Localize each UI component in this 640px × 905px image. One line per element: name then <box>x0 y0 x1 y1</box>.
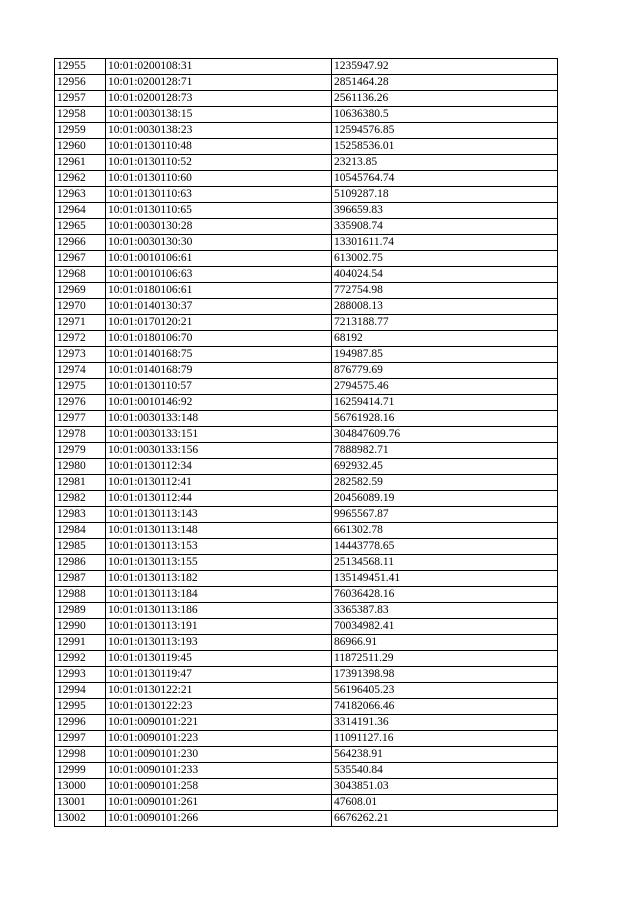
value-cell: 288008.13 <box>332 299 558 315</box>
cadastral-number-cell: 10:01:0030138:15 <box>106 107 332 123</box>
table-row <box>55 699 558 715</box>
value-cell: 86966.91 <box>332 635 558 651</box>
value-cell: 564238.91 <box>332 747 558 763</box>
cadastral-number-cell: 10:01:0090101:223 <box>106 731 332 747</box>
table-row <box>55 731 558 747</box>
cadastral-number-cell: 10:01:0130119:47 <box>106 667 332 683</box>
value-cell: 56761928.16 <box>332 411 558 427</box>
row-number-cell: 12987 <box>55 571 106 587</box>
row-number-cell: 12983 <box>55 507 106 523</box>
row-number-cell: 12964 <box>55 203 106 219</box>
table-row <box>55 123 558 139</box>
value-cell: 3365387.83 <box>332 603 558 619</box>
table-row <box>55 459 558 475</box>
row-number-cell: 12957 <box>55 91 106 107</box>
table-row <box>55 219 558 235</box>
value-cell: 194987.85 <box>332 347 558 363</box>
data-table <box>54 58 558 827</box>
cadastral-number-cell: 10:01:0130113:186 <box>106 603 332 619</box>
cadastral-number-cell: 10:01:0130110:65 <box>106 203 332 219</box>
value-cell: 396659.83 <box>332 203 558 219</box>
row-number-cell: 13000 <box>55 779 106 795</box>
table-row <box>55 395 558 411</box>
row-number-cell: 12999 <box>55 763 106 779</box>
row-number-cell: 12972 <box>55 331 106 347</box>
value-cell: 68192 <box>332 331 558 347</box>
cadastral-number-cell: 10:01:0090101:258 <box>106 779 332 795</box>
value-cell: 7213188.77 <box>332 315 558 331</box>
table-row <box>55 155 558 171</box>
row-number-cell: 13001 <box>55 795 106 811</box>
value-cell: 2794575.46 <box>332 379 558 395</box>
cadastral-number-cell: 10:01:0130113:148 <box>106 523 332 539</box>
value-cell: 25134568.11 <box>332 555 558 571</box>
row-number-cell: 12980 <box>55 459 106 475</box>
row-number-cell: 12981 <box>55 475 106 491</box>
value-cell: 2851464.28 <box>332 75 558 91</box>
value-cell: 613002.75 <box>332 251 558 267</box>
table-row <box>55 59 558 75</box>
table-row <box>55 763 558 779</box>
row-number-cell: 12975 <box>55 379 106 395</box>
row-number-cell: 13002 <box>55 811 106 827</box>
table-row <box>55 379 558 395</box>
value-cell: 5109287.18 <box>332 187 558 203</box>
table-row <box>55 571 558 587</box>
table-row <box>55 427 558 443</box>
cadastral-number-cell: 10:01:0130113:143 <box>106 507 332 523</box>
table-row <box>55 91 558 107</box>
value-cell: 12594576.85 <box>332 123 558 139</box>
table-row <box>55 235 558 251</box>
value-cell: 11872511.29 <box>332 651 558 667</box>
value-cell: 1235947.92 <box>332 59 558 75</box>
table-row <box>55 331 558 347</box>
table-row <box>55 251 558 267</box>
cadastral-number-cell: 10:01:0090101:233 <box>106 763 332 779</box>
cadastral-number-cell: 10:01:0180106:61 <box>106 283 332 299</box>
cadastral-number-cell: 10:01:0090101:261 <box>106 795 332 811</box>
cadastral-number-cell: 10:01:0130112:41 <box>106 475 332 491</box>
row-number-cell: 12960 <box>55 139 106 155</box>
table-row <box>55 107 558 123</box>
cadastral-number-cell: 10:01:0130110:60 <box>106 171 332 187</box>
table-row <box>55 747 558 763</box>
table-row <box>55 635 558 651</box>
row-number-cell: 12969 <box>55 283 106 299</box>
cadastral-number-cell: 10:01:0180106:70 <box>106 331 332 347</box>
table-row <box>55 475 558 491</box>
table-row <box>55 795 558 811</box>
table-row <box>55 603 558 619</box>
row-number-cell: 12998 <box>55 747 106 763</box>
value-cell: 14443778.65 <box>332 539 558 555</box>
row-number-cell: 12988 <box>55 587 106 603</box>
table-row <box>55 555 558 571</box>
table-row <box>55 523 558 539</box>
row-number-cell: 12996 <box>55 715 106 731</box>
cadastral-number-cell: 10:01:0090101:266 <box>106 811 332 827</box>
row-number-cell: 12989 <box>55 603 106 619</box>
cadastral-number-cell: 10:01:0130112:34 <box>106 459 332 475</box>
table-row <box>55 779 558 795</box>
cadastral-number-cell: 10:01:0030130:30 <box>106 235 332 251</box>
table-row <box>55 75 558 91</box>
table-row <box>55 683 558 699</box>
cadastral-number-cell: 10:01:0090101:230 <box>106 747 332 763</box>
cadastral-number-cell: 10:01:0130113:155 <box>106 555 332 571</box>
row-number-cell: 12971 <box>55 315 106 331</box>
row-number-cell: 12974 <box>55 363 106 379</box>
table-row <box>55 283 558 299</box>
cadastral-number-cell: 10:01:0130110:52 <box>106 155 332 171</box>
row-number-cell: 12997 <box>55 731 106 747</box>
row-number-cell: 12961 <box>55 155 106 171</box>
cadastral-number-cell: 10:01:0130113:193 <box>106 635 332 651</box>
value-cell: 11091127.16 <box>332 731 558 747</box>
value-cell: 20456089.19 <box>332 491 558 507</box>
row-number-cell: 12992 <box>55 651 106 667</box>
cadastral-number-cell: 10:01:0200108:31 <box>106 59 332 75</box>
row-number-cell: 12956 <box>55 75 106 91</box>
value-cell: 876779.69 <box>332 363 558 379</box>
table-row <box>55 651 558 667</box>
row-number-cell: 12963 <box>55 187 106 203</box>
row-number-cell: 12966 <box>55 235 106 251</box>
table-row <box>55 715 558 731</box>
row-number-cell: 12973 <box>55 347 106 363</box>
value-cell: 772754.98 <box>332 283 558 299</box>
row-number-cell: 12959 <box>55 123 106 139</box>
row-number-cell: 12967 <box>55 251 106 267</box>
value-cell: 23213.85 <box>332 155 558 171</box>
table-row <box>55 491 558 507</box>
value-cell: 13301611.74 <box>332 235 558 251</box>
cadastral-number-cell: 10:01:0090101:221 <box>106 715 332 731</box>
cadastral-number-cell: 10:01:0200128:71 <box>106 75 332 91</box>
cadastral-number-cell: 10:01:0130113:184 <box>106 587 332 603</box>
row-number-cell: 12955 <box>55 59 106 75</box>
cadastral-number-cell: 10:01:0130113:153 <box>106 539 332 555</box>
value-cell: 70034982.41 <box>332 619 558 635</box>
cadastral-number-cell: 10:01:0130110:48 <box>106 139 332 155</box>
cadastral-number-cell: 10:01:0140168:75 <box>106 347 332 363</box>
row-number-cell: 12984 <box>55 523 106 539</box>
value-cell: 10636380.5 <box>332 107 558 123</box>
table-row <box>55 203 558 219</box>
row-number-cell: 12979 <box>55 443 106 459</box>
row-number-cell: 12994 <box>55 683 106 699</box>
table-row <box>55 347 558 363</box>
table-row <box>55 267 558 283</box>
cadastral-number-cell: 10:01:0170120:21 <box>106 315 332 331</box>
row-number-cell: 12977 <box>55 411 106 427</box>
cadastral-number-cell: 10:01:0130110:63 <box>106 187 332 203</box>
cadastral-number-cell: 10:01:0130122:21 <box>106 683 332 699</box>
table-row <box>55 299 558 315</box>
table-row <box>55 315 558 331</box>
value-cell: 47608.01 <box>332 795 558 811</box>
cadastral-number-cell: 10:01:0030138:23 <box>106 123 332 139</box>
cadastral-number-cell: 10:01:0030133:148 <box>106 411 332 427</box>
value-cell: 6676262.21 <box>332 811 558 827</box>
cadastral-number-cell: 10:01:0130122:23 <box>106 699 332 715</box>
row-number-cell: 12968 <box>55 267 106 283</box>
row-number-cell: 12976 <box>55 395 106 411</box>
value-cell: 9965567.87 <box>332 507 558 523</box>
table-row <box>55 139 558 155</box>
value-cell: 282582.59 <box>332 475 558 491</box>
cadastral-number-cell: 10:01:0130119:45 <box>106 651 332 667</box>
cadastral-number-cell: 10:01:0030130:28 <box>106 219 332 235</box>
value-cell: 135149451.41 <box>332 571 558 587</box>
cadastral-number-cell: 10:01:0130113:191 <box>106 619 332 635</box>
cadastral-number-cell: 10:01:0130113:182 <box>106 571 332 587</box>
value-cell: 15258536.01 <box>332 139 558 155</box>
cadastral-number-cell: 10:01:0030133:151 <box>106 427 332 443</box>
value-cell: 692932.45 <box>332 459 558 475</box>
cadastral-number-cell: 10:01:0010146:92 <box>106 395 332 411</box>
cadastral-number-cell: 10:01:0010106:61 <box>106 251 332 267</box>
row-number-cell: 12982 <box>55 491 106 507</box>
table-row <box>55 411 558 427</box>
value-cell: 16259414.71 <box>332 395 558 411</box>
row-number-cell: 12965 <box>55 219 106 235</box>
table-row <box>55 363 558 379</box>
cadastral-number-cell: 10:01:0140130:37 <box>106 299 332 315</box>
table-row <box>55 187 558 203</box>
row-number-cell: 12958 <box>55 107 106 123</box>
table-row <box>55 667 558 683</box>
value-cell: 74182066.46 <box>332 699 558 715</box>
row-number-cell: 12970 <box>55 299 106 315</box>
value-cell: 17391398.98 <box>332 667 558 683</box>
cadastral-number-cell: 10:01:0200128:73 <box>106 91 332 107</box>
value-cell: 404024.54 <box>332 267 558 283</box>
table-body <box>55 59 558 827</box>
cadastral-number-cell: 10:01:0130112:44 <box>106 491 332 507</box>
table-row <box>55 811 558 827</box>
cadastral-number-cell: 10:01:0030133:156 <box>106 443 332 459</box>
value-cell: 56196405.23 <box>332 683 558 699</box>
table-row <box>55 539 558 555</box>
value-cell: 535540.84 <box>332 763 558 779</box>
row-number-cell: 12990 <box>55 619 106 635</box>
row-number-cell: 12986 <box>55 555 106 571</box>
table-row <box>55 507 558 523</box>
row-number-cell: 12962 <box>55 171 106 187</box>
cadastral-number-cell: 10:01:0130110:57 <box>106 379 332 395</box>
value-cell: 10545764.74 <box>332 171 558 187</box>
table-row <box>55 587 558 603</box>
cadastral-number-cell: 10:01:0010106:63 <box>106 267 332 283</box>
value-cell: 3314191.36 <box>332 715 558 731</box>
row-number-cell: 12978 <box>55 427 106 443</box>
value-cell: 335908.74 <box>332 219 558 235</box>
row-number-cell: 12991 <box>55 635 106 651</box>
table-row <box>55 171 558 187</box>
value-cell: 2561136.26 <box>332 91 558 107</box>
value-cell: 7888982.71 <box>332 443 558 459</box>
cadastral-number-cell: 10:01:0140168:79 <box>106 363 332 379</box>
table-row <box>55 619 558 635</box>
table-row <box>55 443 558 459</box>
value-cell: 661302.78 <box>332 523 558 539</box>
row-number-cell: 12985 <box>55 539 106 555</box>
value-cell: 76036428.16 <box>332 587 558 603</box>
value-cell: 304847609.76 <box>332 427 558 443</box>
row-number-cell: 12993 <box>55 667 106 683</box>
row-number-cell: 12995 <box>55 699 106 715</box>
value-cell: 3043851.03 <box>332 779 558 795</box>
